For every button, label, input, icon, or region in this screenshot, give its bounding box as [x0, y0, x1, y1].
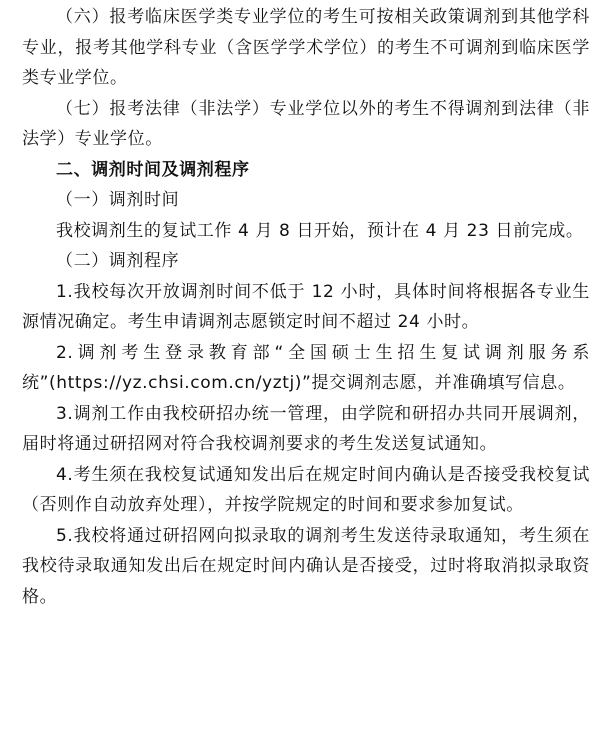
- paragraph-procedure-step-5: 5.我校将通过研招网向拟录取的调剂考生发送待录取通知，考生须在我校待录取通知发出后在规定时间内确认是否接受，过时将取消拟录取资格。: [22, 525, 590, 607]
- section-heading-adjustment-time-procedure: 二、调剂时间及调剂程序: [56, 159, 250, 180]
- paragraph-procedure-step-2: 2.调剂考生登录教育部“全国硕士生招生复试调剂服务系统”(https://yz.chsi.com.cn/yztj)”提交调剂志愿，并准确填写信息。: [22, 342, 590, 393]
- paragraph-procedure-step-4: 4.考生须在我校复试通知发出后在规定时间内确认是否接受我校复试（否则作自动放弃处理），并按学院规定的时间和要求参加复试。: [22, 464, 590, 515]
- paragraph-procedure-step-3: 3.调剂工作由我校研招办统一管理，由学院和研招办共同开展调剂，届时将通过研招网对符合我校调剂要求的考生发送复试通知。: [22, 403, 590, 454]
- paragraph-clinical-adjustment-rule: （六）报考临床医学类专业学位的考生可按相关政策调剂到其他学科专业，报考其他学科专业（含医学学术学位）的考生不可调剂到临床医学类专业学位。: [22, 7, 590, 88]
- subheading-adjustment-time: （一）调剂时间: [56, 190, 180, 210]
- paragraph-retest-start-date: 我校调剂生的复试工作 4 月 8 日开始，预计在 4 月 23 日前完成。: [56, 220, 584, 241]
- paragraph-procedure-step-1: 1.我校每次开放调剂时间不低于 12 小时，具体时间将根据各专业生源情况确定。考生申请调剂志愿锁定时间不超过 24 小时。: [22, 281, 590, 332]
- subheading-adjustment-procedure: （二）调剂程序: [56, 251, 180, 271]
- paragraph-law-adjustment-rule: （七）报考法律（非法学）专业学位以外的考生不得调剂到法律（非法学）专业学位。: [22, 98, 590, 149]
